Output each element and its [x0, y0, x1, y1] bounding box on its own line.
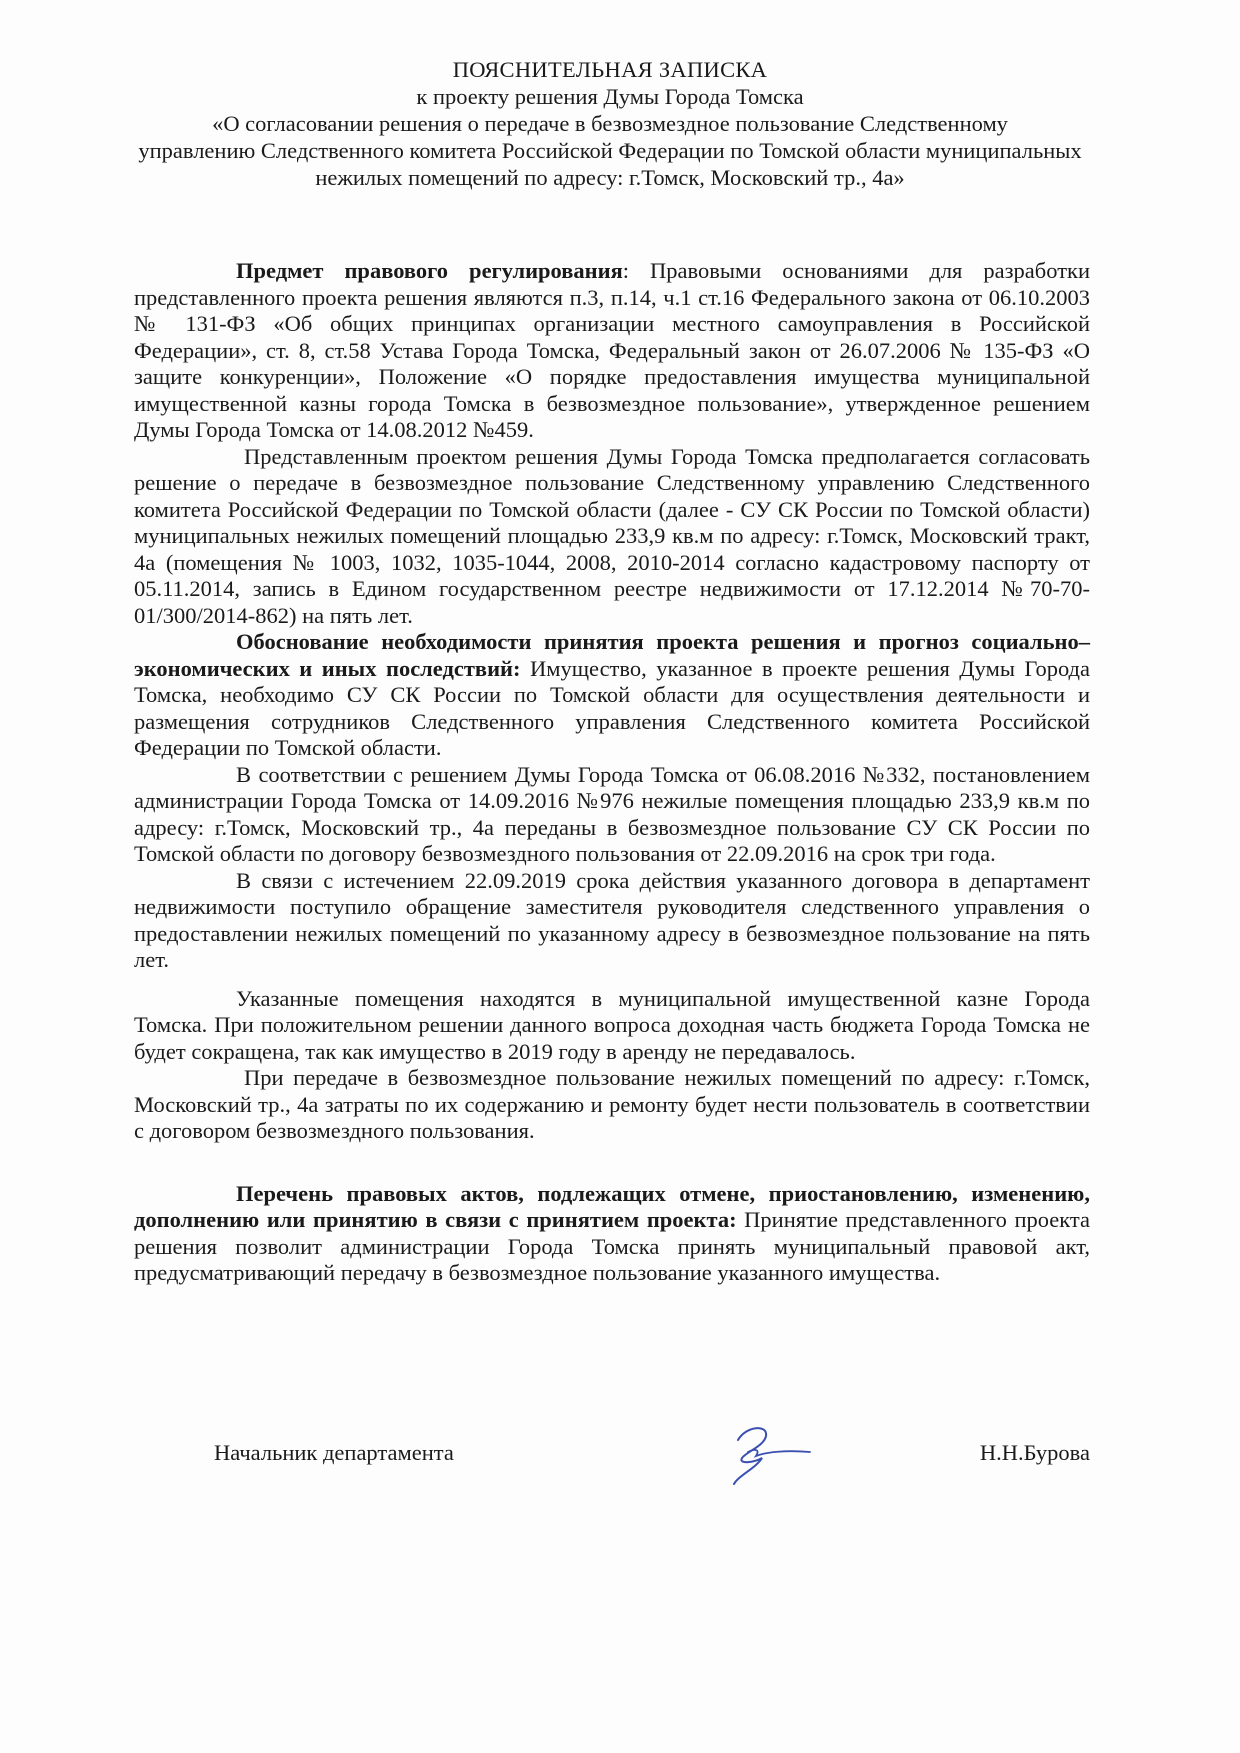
signatory-name: Н.Н.Бурова — [979, 1440, 1090, 1465]
paragraph-budget: Указанные помещения находятся в муниципальной имущественной казне Города Томска. При положительном решении данного вопроса доходная часть бюджета Города Томска не будет сокращена, так как имущество в 2019 году в аренду не передавалось. — [134, 985, 1090, 1064]
paragraph-subject-heading: Предмет правового регулирования — [236, 258, 623, 283]
paragraph-justification-text: Имущество, указанное в проекте решения Думы Города Томска, необходимо СУ СК России по Томской области для осуществления деятельности и размещения сотрудников Следственного управления Следственного комитета Российской Федерации по Томской области. — [134, 655, 1090, 760]
header-line-2: к проекту решения Думы Города Томска — [416, 84, 804, 109]
paragraph-justification — [134, 629, 1090, 762]
document-header — [130, 56, 1090, 191]
paragraph-justification-heading: Обоснование необходимости принятия проекта решения и прогноз социально–экономических и иных последствий: — [134, 629, 1090, 681]
signatory-position: Начальник департамента — [214, 1440, 454, 1465]
paragraph-legal-acts-text: Принятие представленного проекта решения позволит администрации Города Томска принять муниципальный правовой акт, предусматривающий передачу в безвозмездное пользование указанного имущества. — [134, 1207, 1090, 1285]
document-body — [134, 258, 1090, 1287]
document-title: ПОЯСНИТЕЛЬНАЯ ЗАПИСКА — [452, 57, 768, 82]
paragraph-legal-acts-heading: Перечень правовых актов, подлежащих отмене, приостановлению, изменению, дополнению или принятию в связи с принятием проекта: — [134, 1180, 1090, 1232]
signature-block — [134, 1418, 1090, 1498]
paragraph-costs: При передаче в безвозмездное пользование нежилых помещений по адресу: г.Томск, Московский тр., 4а затраты по их содержанию и ремонту будет нести пользователь в соответствии с договором безвозмездного пользования. — [134, 1065, 1090, 1143]
paragraph-prior-decision: В соответствии с решением Думы Города Томска от 06.08.2016 №332, постановлением администрации Города Томска от 14.09.2016 №976 нежилые помещения площадью 233,9 кв.м по адресу: г.Томск, Московский тр., 4а переданы в безвозмездное пользование СУ СК России по Томской области по договору безвозмездного пользования от 22.09.2016 на срок три года. — [134, 761, 1090, 866]
paragraph-subject — [134, 258, 1090, 444]
paragraph-subject-text: : Правовыми основаниями для разработки представленного проекта решения являются п.3, п.14, ч.1 ст.16 Федерального закона от 06.10.2003 № 131-ФЗ «Об общих принципах организации местного самоуправления в Российской Федерации», ст. 8, ст.58 Устава Города Томска, Федеральный закон от 26.07.2006 № 135-ФЗ «О защите конкуренции», Положение «О порядке предоставления имущества муниципальной имущественной казны города Томска в безвозмездное пользование», утвержденное решением Думы Города Томска от 14.08.2012 №459. — [134, 258, 1090, 442]
header-line-5: нежилых помещений по адресу: г.Томск, Московский тр., 4а» — [315, 165, 905, 190]
handwritten-signature — [716, 1418, 812, 1488]
header-line-3: «О согласовании решения о передаче в безвозмездное пользование Следственному — [212, 111, 1008, 136]
paragraph-contract-expiry: В связи с истечением 22.09.2019 срока действия указанного договора в департамент недвижимости поступило обращение заместителя руководителя следственного управления о предоставлении нежилых помещений по указанному адресу в безвозмездное пользование на пять лет. — [134, 867, 1090, 972]
paragraph-project: Представленным проектом решения Думы Города Томска предполагается согласовать решение о передаче в безвозмездное пользование Следственному управлению Следственного комитета Российской Федерации по Томской области (далее - СУ СК России по Томской области) муниципальных нежилых помещений площадью 233,9 кв.м по адресу: г.Томск, Московский тракт, 4а (помещения № 1003, 1032, 1035-1044, 2008, 2010-2014 согласно кадастровому паспорту от 05.11.2014, запись в Едином государственном реестре недвижимости от 17.12.2014 №70-70-01/300/2014-862) на пять лет. — [134, 443, 1090, 628]
header-line-4: управлению Следственного комитета Российской Федерации по Томской области муниципальных — [138, 138, 1082, 163]
paragraph-legal-acts — [134, 1181, 1090, 1287]
